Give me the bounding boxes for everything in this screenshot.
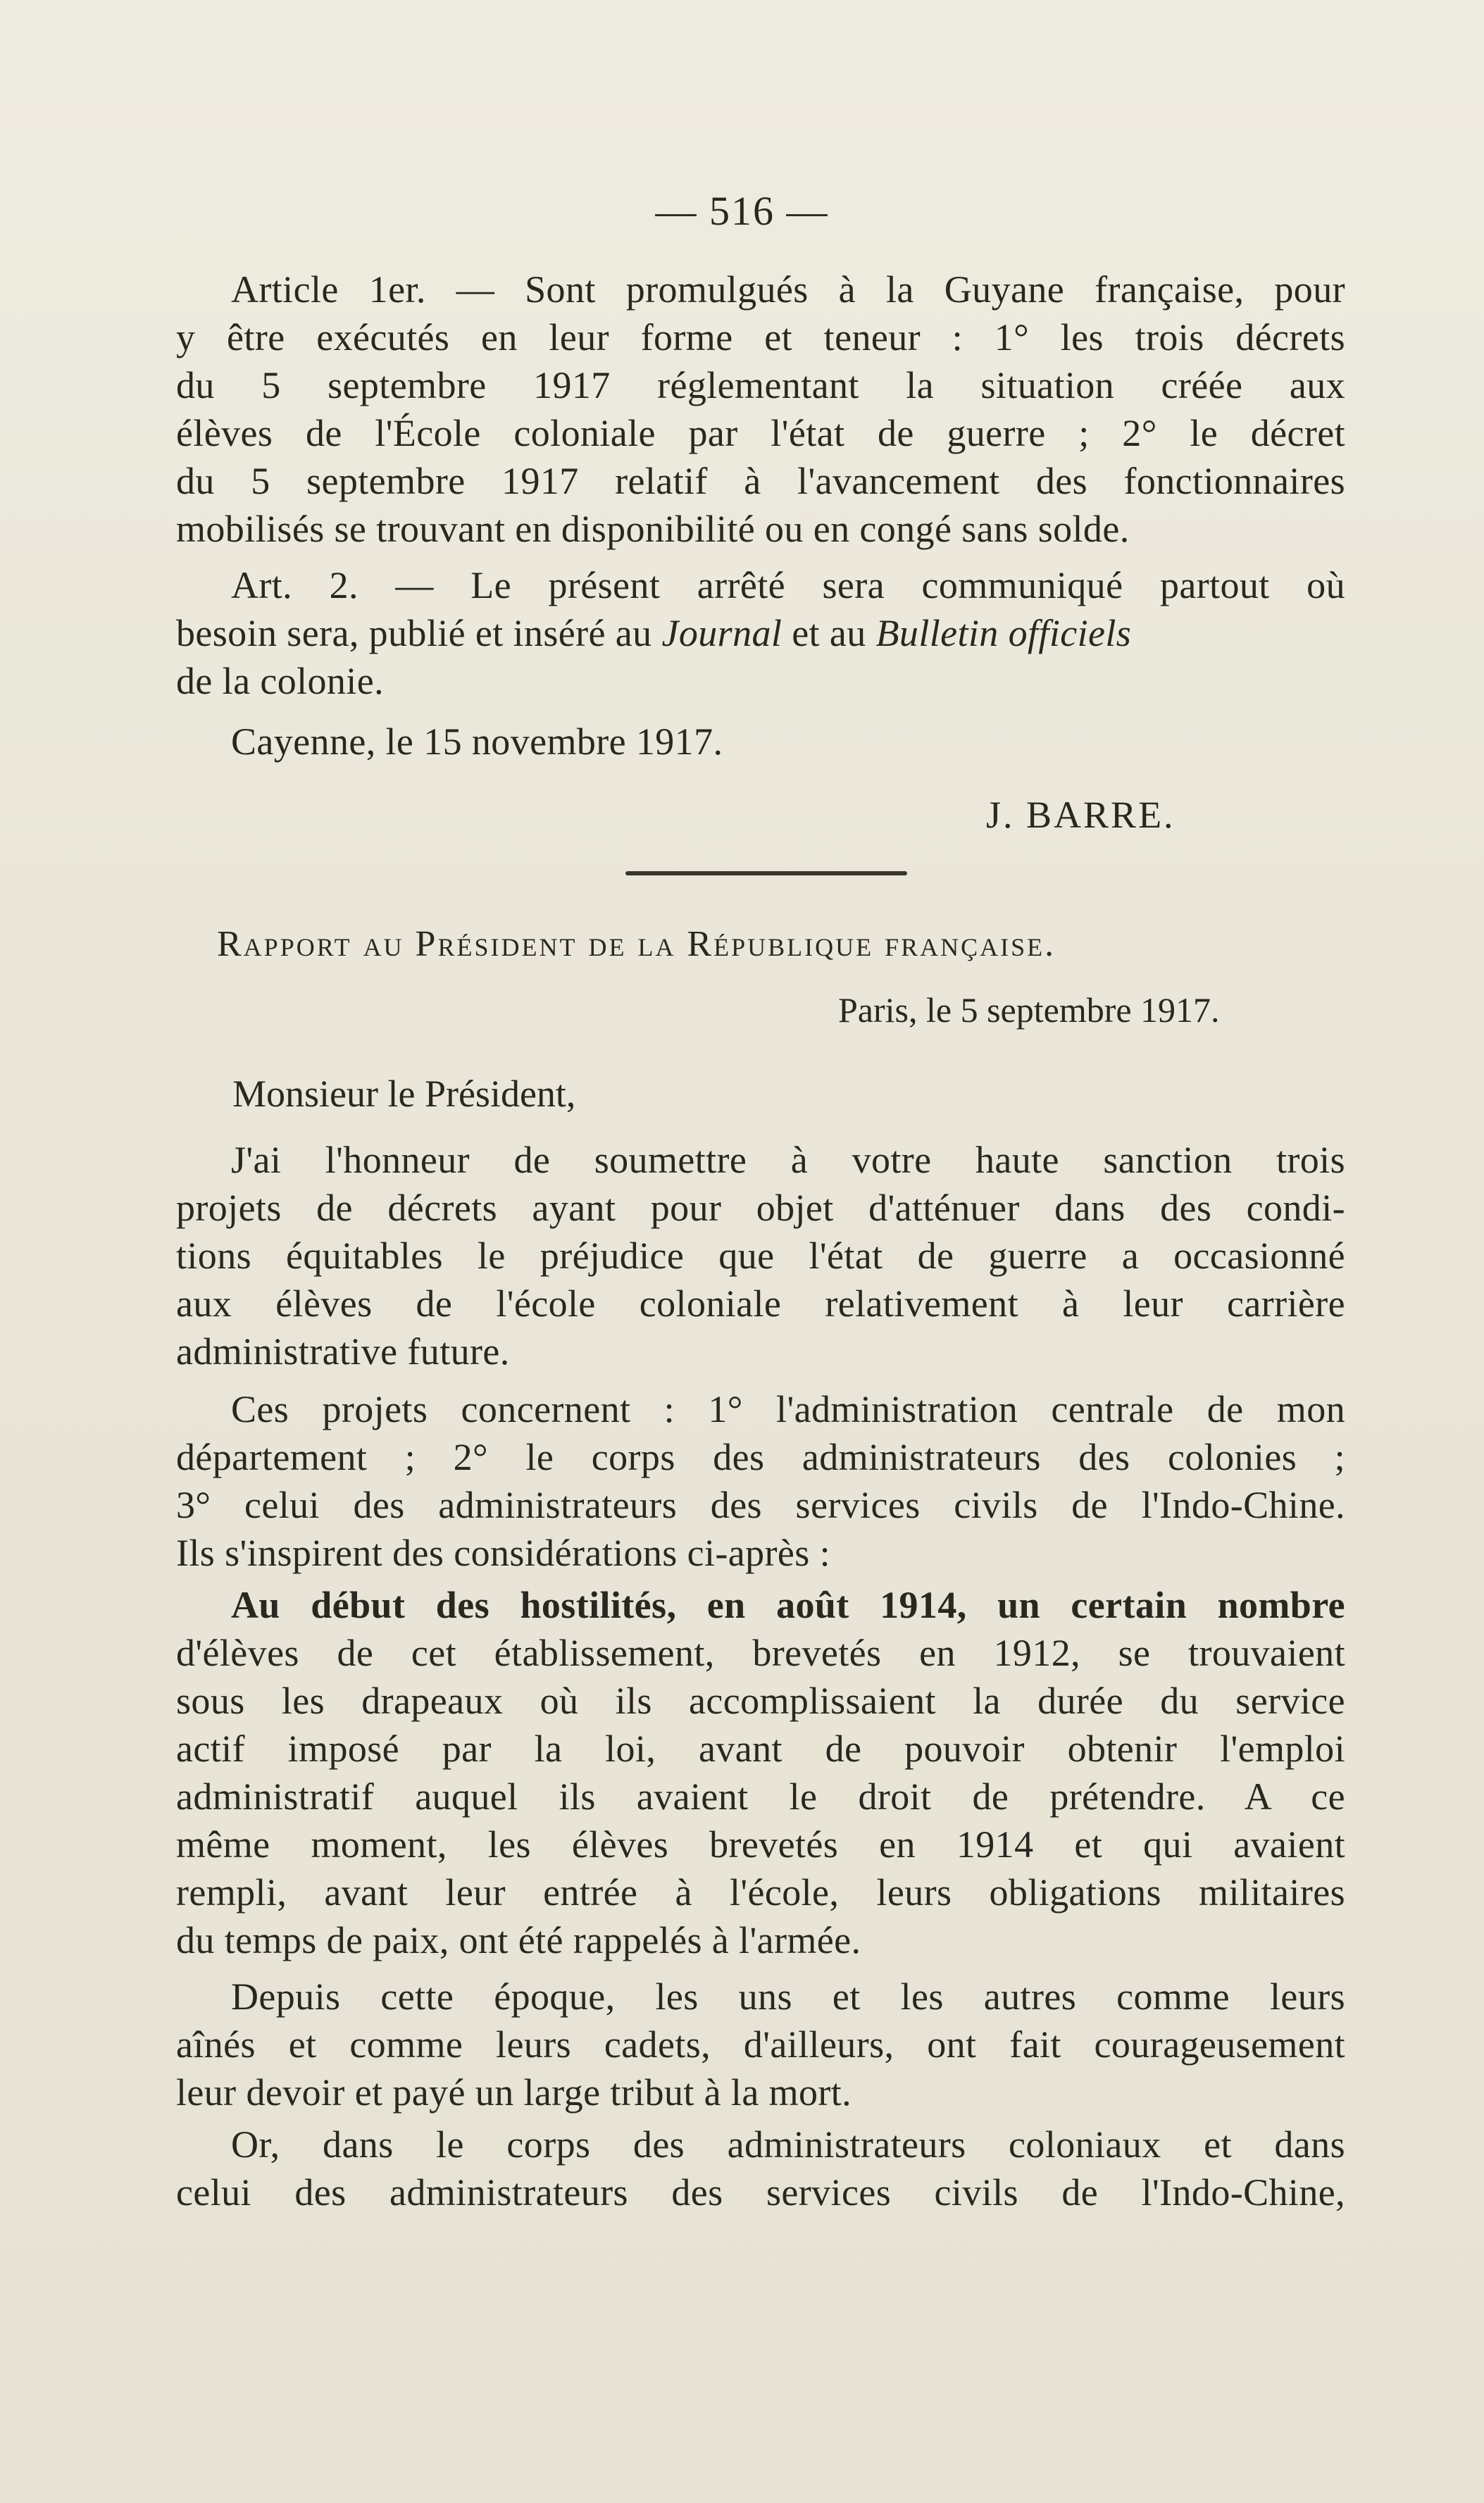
text-line: administratif auquel ils avaient le droit de prétendre. A ce <box>176 1775 1345 1818</box>
text-line: aux élèves de l'école coloniale relativement à leur carrière <box>176 1282 1345 1325</box>
text-line: du temps de paix, ont été rappelés à l'armée. <box>176 1919 861 1961</box>
text-line: Ils s'inspirent des considérations ci-après : <box>176 1532 831 1574</box>
text-line: celui des administrateurs des services civils de l'Indo-Chine, <box>176 2171 1345 2214</box>
text-line: sous les drapeaux où ils accomplissaient la durée du service <box>176 1680 1345 1722</box>
separator-rule <box>625 871 907 875</box>
text-line: du 5 septembre 1917 relatif à l'avancement des fonctionnaires <box>176 460 1345 502</box>
text-line: administrative future. <box>176 1330 510 1373</box>
salutation: Monsieur le Président, <box>232 1073 576 1115</box>
text-line: J'ai l'honneur de soumettre à votre haute sanction trois <box>231 1139 1345 1181</box>
signature: J. BARRE. <box>986 794 1176 836</box>
text-segment: besoin sera, publié et inséré au <box>176 612 652 654</box>
text-line: rempli, avant leur entrée à l'école, leurs obligations militaires <box>176 1871 1345 1914</box>
bulletin-title: Bulletin officiels <box>875 612 1132 654</box>
text-line: de la colonie. <box>176 660 384 702</box>
text-line: Article 1er. — Sont promulgués à la Guyane française, pour <box>231 268 1345 311</box>
text-line: mobilisés se trouvant en disponibilité ou en congé sans solde. <box>176 508 1130 550</box>
text-line: Cayenne, le 15 novembre 1917. <box>231 720 723 763</box>
text-line: y être exécutés en leur forme et teneur : 1° les trois décrets <box>176 316 1345 358</box>
page-number: — 516 — <box>655 188 829 234</box>
report-heading: Rapport au Président de la République française. <box>217 924 1056 964</box>
text-line: projets de décrets ayant pour objet d'atténuer dans des condi- <box>176 1187 1345 1229</box>
text-line: Or, dans le corps des administrateurs coloniaux et dans <box>231 2123 1345 2166</box>
text-line: d'élèves de cet établissement, brevetés en 1912, se trouvaient <box>176 1632 1345 1674</box>
text-line: Depuis cette époque, les uns et les autres comme leurs <box>231 1975 1345 2018</box>
text-line: actif imposé par la loi, avant de pouvoir obtenir l'emploi <box>176 1728 1345 1770</box>
text-segment: et au <box>792 612 866 654</box>
text-line: aînés et comme leurs cadets, d'ailleurs, ont fait courageusement <box>176 2023 1345 2066</box>
text-line: 3° celui des administrateurs des services civils de l'Indo-Chine. <box>176 1484 1345 1526</box>
text-line: leur devoir et payé un large tribut à la mort. <box>176 2071 852 2114</box>
text-line: même moment, les élèves brevetés en 1914 et qui avaient <box>176 1823 1345 1866</box>
text-line: département ; 2° le corps des administrateurs des colonies ; <box>176 1436 1345 1478</box>
text-line: Art. 2. — Le présent arrêté sera communiqué partout où <box>231 564 1345 606</box>
text-line: Ces projets concernent : 1° l'administration centrale de mon <box>231 1388 1345 1430</box>
text-line <box>176 611 1345 655</box>
text-line: Au début des hostilités, en août 1914, un certain nombre <box>231 1584 1345 1626</box>
text-line: tions équitables le préjudice que l'état de guerre a occasionné <box>176 1235 1345 1277</box>
text-line: élèves de l'École coloniale par l'état de guerre ; 2° le décret <box>176 412 1345 454</box>
report-dateline: Paris, le 5 septembre 1917. <box>838 990 1220 1030</box>
journal-title: Journal <box>661 612 782 654</box>
text-line: du 5 septembre 1917 réglementant la situation créée aux <box>176 364 1345 406</box>
